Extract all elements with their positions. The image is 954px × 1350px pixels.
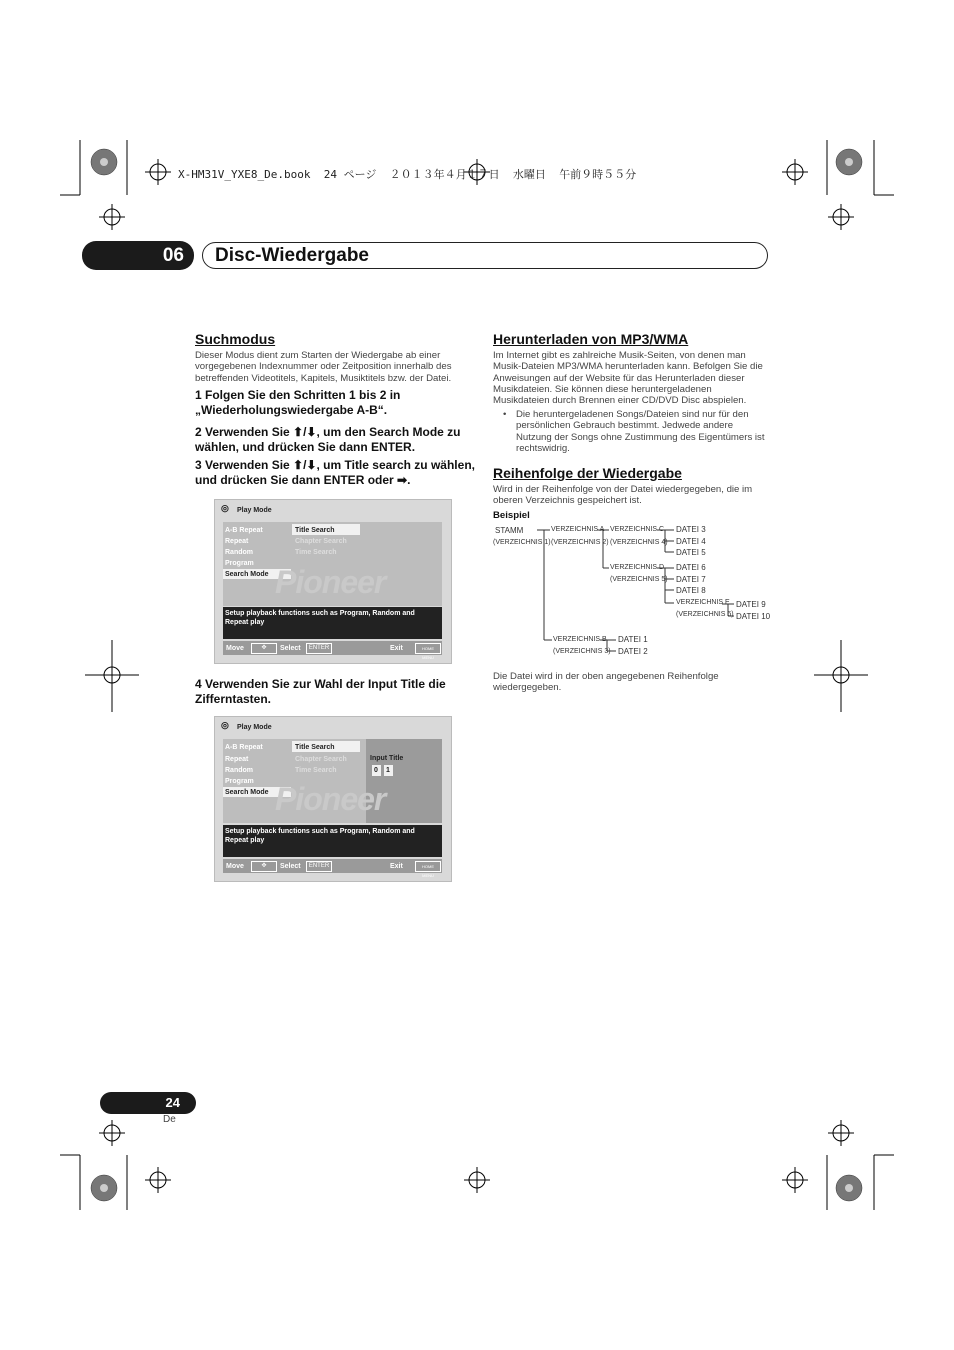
tree-node: DATEI 4 [676,537,706,546]
mp3-paragraph: Im Internet gibt es zahlreiche Musik-Seiten, von denen man Musik-Dateien MP3/WMA herunterladen kann. Befolgen Sie die Anweisungen auf der Website für das Herunterladen dieser Musikdateien. Sie können diese heruntergeladenen Musikdateien durch Brennen einer CD/DVD Disc abspielen. [493,350,763,407]
menu-item: Repeat [225,538,249,545]
digit-value: 0 [374,767,378,774]
menu-item: A-B Repeat [225,744,263,751]
step-3: 3 Verwenden Sie ⬆/⬇, um Title search zu wählen, und drücken Sie dann ENTER oder ➡. [195,458,475,487]
osd-help-text: Setup playback functions such as Program, Random and Repeat play [223,825,442,857]
tree-node: DATEI 10 [736,612,771,621]
order-paragraph: Wird in der Reihenfolge von der Datei wiedergegeben, die im oberen Verzeichnis gespeichert ist. [493,484,753,507]
enter-key: ENTER [306,643,332,654]
home-menu-key: HOME MENU [415,643,441,654]
menu-item: Random [225,549,253,556]
tree-node: (VERZEICHNIS 3) [553,648,611,655]
suchmodus-intro: Dieser Modus dient zum Starten der Wiedergabe ab einer vorgegebenen Indexnummer oder Zeitposition innerhalb des betreffenden Videotitels, Kapitels, Musiktitels bzw. der Datei. [195,350,452,384]
submenu-item: Time Search [295,767,337,774]
digit-value: 1 [386,767,390,774]
tree-node: VERZEICHNIS D [610,564,665,571]
tree-node: DATEI 2 [618,647,648,656]
page-language: De [163,1114,176,1125]
submenu-item-selected: Title Search [295,744,335,751]
order-heading: Reihenfolge der Wiedergabe [493,465,682,481]
bullet-icon: • [503,409,507,420]
tree-node: DATEI 3 [676,525,706,534]
chapter-title: Disc-Wiedergabe [215,245,369,266]
exit-label: Exit [390,645,403,652]
tree-node: VERZEICHNIS A [551,526,605,533]
step-2: 2 Verwenden Sie ⬆/⬇, um den Search Mode zu wählen, und drücken Sie dann ENTER. [195,425,461,454]
tree-node: DATEI 5 [676,548,706,557]
tree-node: STAMM [495,526,524,535]
tree-node: VERZEICHNIS B [553,636,607,643]
step-1: 1 Folgen Sie den Schritten 1 bis 2 in „Wiederholungswiedergabe A-B“. [195,388,401,417]
print-header: X-HM31V_YXE8_De.book 24 ページ ２０１３年４月１７日 水曜日 午前９時５５分 [178,168,637,181]
move-label: Move [226,863,244,870]
submenu-item: Chapter Search [295,756,347,763]
mp3-heading: Herunterladen von MP3/WMA [493,331,689,347]
order-footnote: Die Datei wird in der oben angegebenen Reihenfolge wiedergegeben. [493,671,719,694]
move-label: Move [226,645,244,652]
enter-key: ENTER [306,861,332,872]
home-menu-key: HOME MENU [415,861,441,872]
exit-label: Exit [390,863,403,870]
submenu-item: Time Search [295,549,337,556]
menu-item: A-B Repeat [225,527,263,534]
pioneer-logo: Pioneer [275,564,386,600]
tree-node: VERZEICHNIS C [610,526,665,533]
tree-node: VERZEICHNIS E [676,599,730,606]
tree-node: DATEI 9 [736,600,766,609]
select-label: Select [280,863,301,870]
chapter-number: 06 [82,241,194,270]
osd-title: Play Mode [237,724,272,731]
page-number: 24 [100,1092,196,1114]
menu-item-selected: Search Mode [225,571,269,578]
move-arrows-icon: ✥ [251,643,277,654]
example-label: Beispiel [493,510,530,521]
tree-node: (VERZEICHNIS 5) [610,576,668,583]
step-4: 4 Verwenden Sie zur Wahl der Input Title die Zifferntasten. [195,677,446,706]
tree-node: (VERZEICHNIS 1) [493,539,551,546]
move-arrows-icon: ✥ [251,861,277,872]
osd-title: Play Mode [237,507,272,514]
pioneer-logo: Pioneer [275,781,386,817]
menu-item-selected: Search Mode [225,789,269,796]
disc-icon: ◎ [221,503,229,513]
disc-icon: ◎ [221,720,229,730]
mp3-bullet: Die heruntergeladenen Songs/Dateien sind nur für den persönlichen Gebrauch bestimmt. Jedwede andere Nutzung der Songs ohne Zustimmung des Eigentümers ist rechtswidrig. [516,409,765,454]
menu-item: Program [225,778,254,785]
osd-help-text: Setup playback functions such as Program, Random and Repeat play [223,607,442,639]
menu-item: Repeat [225,756,249,763]
menu-item: Program [225,560,254,567]
submenu-item: Chapter Search [295,538,347,545]
tree-node: DATEI 6 [676,563,706,572]
suchmodus-heading: Suchmodus [195,331,276,347]
submenu-item-selected: Title Search [295,527,335,534]
tree-node: (VERZEICHNIS 6) [676,611,734,618]
tree-node: DATEI 1 [618,635,648,644]
tree-node: (VERZEICHNIS 2) [551,539,609,546]
tree-node: (VERZEICHNIS 4) [610,539,668,546]
tree-node: DATEI 8 [676,586,706,595]
tree-node: DATEI 7 [676,575,706,584]
input-title-label: Input Title [370,755,404,762]
menu-item: Random [225,767,253,774]
select-label: Select [280,645,301,652]
